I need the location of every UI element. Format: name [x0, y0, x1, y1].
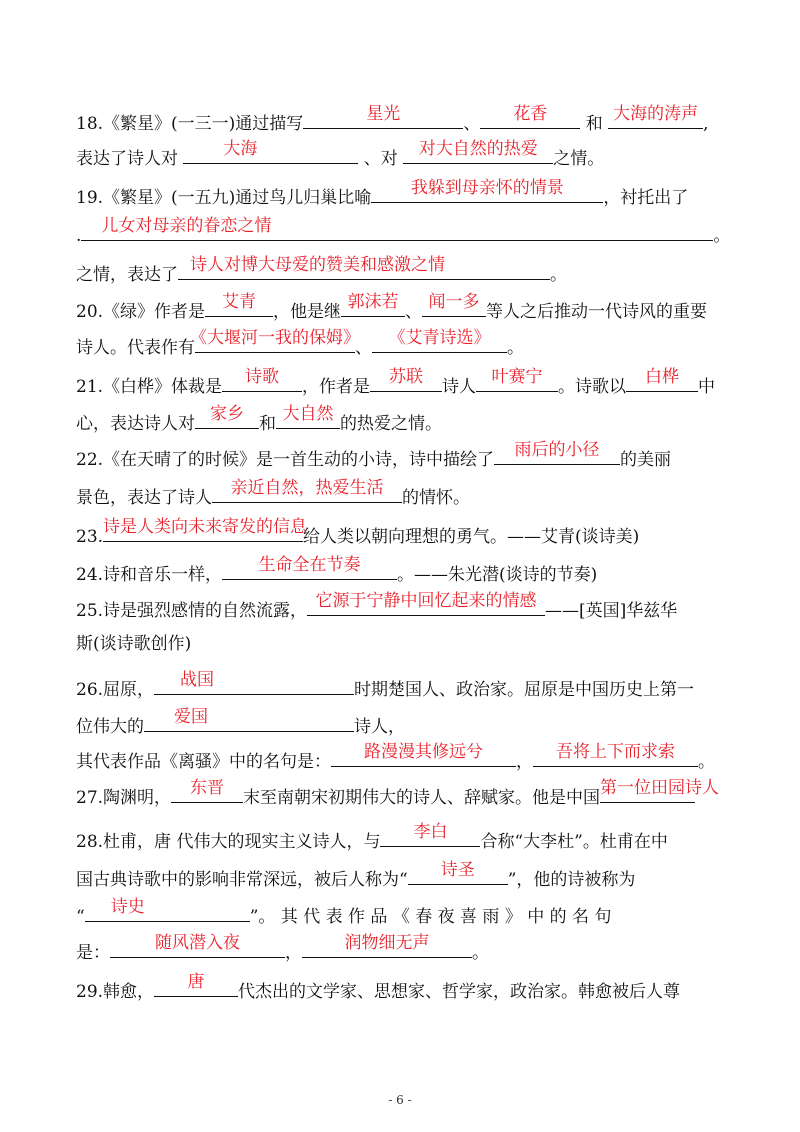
- q21-answer6: 大自然: [282, 404, 334, 424]
- q28-text: 。: [472, 943, 489, 963]
- q20-blank2[interactable]: [341, 292, 405, 317]
- q21-text: 心，表达诗人对: [76, 414, 195, 434]
- q26-text: 位伟大的: [76, 717, 144, 737]
- q28-text: ，: [285, 943, 302, 963]
- q18-blank2[interactable]: [480, 104, 580, 129]
- q27-answer1: 东晋: [190, 778, 225, 798]
- q18-blank3[interactable]: [608, 104, 703, 129]
- q22-text: 景色，表达了诗人: [76, 488, 212, 508]
- q28-text: 国古典诗歌中的影响非常深远，被后人称为“: [76, 870, 408, 890]
- q21-text: 中: [698, 377, 716, 397]
- q23-blank1[interactable]: [103, 517, 308, 542]
- q21-line2: [76, 404, 442, 436]
- q19-answer1: 我躲到母亲怀的情景: [410, 178, 564, 198]
- q28-blank4[interactable]: [110, 933, 285, 958]
- q28-text: 28.杜甫，唐 代伟大的现实主义诗人，与: [76, 832, 381, 852]
- q26-answer4: 吾将上下而求索: [556, 742, 675, 762]
- q28-line1: [76, 822, 668, 854]
- q18-answer5: 对大自然的热爱: [418, 139, 538, 159]
- q18-text: 、对: [358, 149, 404, 169]
- q28-text: 是：: [76, 943, 110, 963]
- q23-line1: [76, 517, 640, 549]
- q26-line1: [76, 670, 695, 702]
- q28-text: 合称“大李杜”。杜甫在中: [480, 832, 668, 852]
- q20-answer3: 闻一多: [428, 292, 480, 312]
- q24-text: 24.诗和音乐一样，: [76, 565, 223, 585]
- q20-text: 。: [507, 338, 524, 358]
- q19-text: ，衬托出了: [603, 188, 689, 208]
- q25-text: 25.诗是强烈感情的自然流露，: [76, 601, 308, 621]
- q20-blank1[interactable]: [205, 292, 273, 317]
- q18-answer2: 花香: [513, 104, 548, 124]
- q20-answer2: 郭沫若: [347, 292, 399, 312]
- q27-blank1[interactable]: [171, 778, 243, 803]
- q18-answer1: 星光: [366, 104, 401, 124]
- q26-text: 26.屈原，: [76, 680, 155, 700]
- q20-answer4: 《大堰河一我的保姆》: [190, 328, 360, 348]
- q25-line1: [76, 591, 678, 623]
- q20-text: 、: [405, 302, 423, 322]
- q19-text: 19.《繁星》(一五九)通过鸟儿归巢比喻: [76, 188, 372, 208]
- q24-line1: [76, 555, 598, 587]
- q22-answer2: 亲近自然，热爱生活: [230, 478, 384, 498]
- q29-blank1[interactable]: [154, 972, 238, 997]
- q23-text: 给人类以朝向理想的勇气。——艾青(谈诗美): [303, 527, 640, 547]
- q21-blank5[interactable]: [195, 404, 259, 429]
- q21-blank6[interactable]: [276, 404, 340, 429]
- q19-line1: [76, 178, 689, 210]
- q20-text: ，他是继: [273, 302, 342, 322]
- q26-text: 其代表作品《离骚》中的名句是：: [76, 752, 331, 772]
- q20-line1: [76, 292, 708, 324]
- q19-line2: [76, 216, 731, 248]
- q27-blank2[interactable]: [600, 778, 720, 803]
- q28-blank2[interactable]: [408, 860, 508, 885]
- q21-text: 和: [259, 414, 276, 434]
- q20-text: 、: [355, 338, 372, 358]
- q26-text: 。: [698, 752, 715, 772]
- q25-answer1: 它源于宁静中回忆起来的情感: [315, 591, 537, 611]
- q21-text: 诗人: [442, 377, 477, 397]
- q22-line2: [76, 478, 470, 510]
- q29-line1: [76, 972, 681, 1004]
- q28-answer3: 诗史: [110, 897, 145, 917]
- q27-answer2: 第一位田园诗人: [600, 778, 720, 798]
- q22-blank1[interactable]: [494, 440, 620, 465]
- q18-text: 和: [580, 114, 609, 134]
- q18-text: 表达了诗人对: [76, 149, 184, 169]
- q28-answer5: 润物细无声: [344, 933, 430, 953]
- q26-answer2: 爱国: [174, 707, 208, 727]
- q26-line3: [76, 742, 715, 774]
- q18-blank1[interactable]: [303, 104, 463, 129]
- q26-blank4[interactable]: [533, 742, 698, 767]
- q28-line3: [76, 897, 612, 929]
- q22-line1: [76, 440, 672, 472]
- q27-line1: [76, 778, 720, 810]
- q28-text: “: [76, 907, 85, 927]
- q20-line2: [76, 328, 524, 360]
- q29-answer1: 唐: [187, 972, 205, 992]
- q28-answer4: 随风潜入夜: [155, 933, 240, 953]
- q18-answer3: 大海的涛声: [613, 104, 699, 124]
- q28-text: ”。 其 代 表 作 品 《 春 夜 喜 雨 》 中 的 名 句: [249, 907, 612, 927]
- q28-line2: [76, 860, 636, 892]
- q19-text: 。: [713, 226, 731, 246]
- q18-text: 18.《繁星》(一三一)通过描写: [76, 114, 304, 134]
- q25-line2: [76, 632, 191, 656]
- q23-text: 23.: [76, 527, 104, 547]
- q18-line1: [76, 104, 709, 136]
- q18-text: 之情。: [553, 149, 605, 169]
- q26-text: 时期楚国人、政治家。屈原是中国历史上第一: [354, 680, 695, 700]
- q21-text: 21.《白桦》体裁是: [76, 377, 223, 397]
- q20-text: 等人之后推动一代诗风的重要: [486, 302, 708, 322]
- q28-blank1[interactable]: [380, 822, 480, 847]
- q19-blank1[interactable]: [371, 178, 603, 203]
- q22-answer1: 雨后的小径: [514, 440, 600, 460]
- q20-text: 诗人。代表作有: [76, 338, 195, 358]
- q20-blank5[interactable]: [372, 328, 507, 353]
- q21-answer3: 叶赛宁: [491, 367, 543, 387]
- q27-text: 27.陶渊明，: [76, 788, 172, 808]
- q28-blank3[interactable]: [85, 897, 250, 922]
- q26-text: ，: [516, 752, 533, 772]
- q19-answer2: 儿女对母亲的眷恋之情: [101, 216, 272, 236]
- q24-answer1: 生命全在节奏: [258, 555, 361, 575]
- q21-blank4[interactable]: [626, 367, 698, 392]
- q25-text: ——[英国]华兹华: [545, 601, 678, 621]
- q22-text: 的情怀。: [402, 488, 470, 508]
- q21-text: ，作者是: [302, 377, 371, 397]
- q26-text: 诗人，: [354, 717, 405, 737]
- q19-line3: [76, 255, 567, 287]
- q22-blank2[interactable]: [212, 478, 402, 503]
- q28-answer2: 诗圣: [440, 860, 475, 880]
- q21-text: 的热爱之情。: [340, 414, 442, 434]
- q21-line1: [76, 367, 716, 399]
- q19-blank3[interactable]: [178, 255, 550, 280]
- q18-line2: [76, 139, 605, 171]
- q19-text: 。: [550, 265, 567, 285]
- q21-answer1: 诗歌: [245, 367, 280, 387]
- q21-answer5: 家乡: [210, 404, 244, 424]
- q28-text: ”，他的诗被称为: [507, 870, 636, 890]
- q29-text: 代杰出的文学家、思想家、哲学家，政治家。韩愈被后人尊: [238, 982, 681, 1002]
- q25-blank1[interactable]: [307, 591, 545, 616]
- q20-answer5: 《艾青诗选》: [388, 328, 491, 348]
- q21-blank2[interactable]: [370, 367, 442, 392]
- q21-blank1[interactable]: [222, 367, 302, 392]
- q20-blank3[interactable]: [422, 292, 486, 317]
- q20-text: 20.《绿》作者是: [76, 302, 206, 322]
- q19-text: 之情，表达了: [76, 265, 178, 285]
- q27-text: 末至南朝宋初期伟大的诗人、辞赋家。他是中国: [243, 788, 601, 808]
- q24-text: 。——朱光潜(谈诗的节奏): [397, 565, 598, 585]
- q26-blank3[interactable]: [331, 742, 516, 767]
- q25-text: 斯(谈诗歌创作): [76, 634, 192, 654]
- q21-answer4: 白桦: [645, 367, 680, 387]
- q22-text: 的美丽: [620, 450, 672, 470]
- q21-text: 。诗歌以: [558, 377, 627, 397]
- q26-blank2[interactable]: [144, 707, 354, 732]
- q26-answer1: 战国: [180, 670, 215, 690]
- q18-text: ,: [703, 114, 709, 134]
- q29-text: 29.韩愈，: [76, 982, 155, 1002]
- q18-answer4: 大海: [223, 139, 258, 159]
- q19-text: .: [76, 226, 82, 246]
- page-number: - 6 -: [388, 1093, 412, 1107]
- q18-blank5[interactable]: [403, 139, 553, 164]
- q20-blank4[interactable]: [190, 328, 360, 353]
- q18-text: 、: [463, 114, 481, 134]
- q26-blank1[interactable]: [154, 670, 354, 695]
- q20-answer1: 艾青: [222, 292, 257, 312]
- q28-answer1: 李白: [413, 822, 448, 842]
- q26-line2: [76, 707, 405, 739]
- q28-blank5[interactable]: [302, 933, 472, 958]
- q24-blank1[interactable]: [222, 555, 397, 580]
- q19-blank2[interactable]: [81, 216, 713, 241]
- q26-answer3: 路漫漫其修远兮: [364, 742, 483, 762]
- q23-answer1: 诗是人类向未来寄发的信息: [103, 517, 308, 537]
- q18-blank4[interactable]: [183, 139, 358, 164]
- q21-answer2: 苏联: [389, 367, 424, 387]
- q28-line4: [76, 933, 489, 965]
- q19-answer3: 诗人对博大母爱的赞美和感激之情: [190, 255, 445, 275]
- q21-blank3[interactable]: [476, 367, 558, 392]
- q22-text: 22.《在天晴了的时候》是一首生动的小诗，诗中描绘了: [76, 450, 495, 470]
